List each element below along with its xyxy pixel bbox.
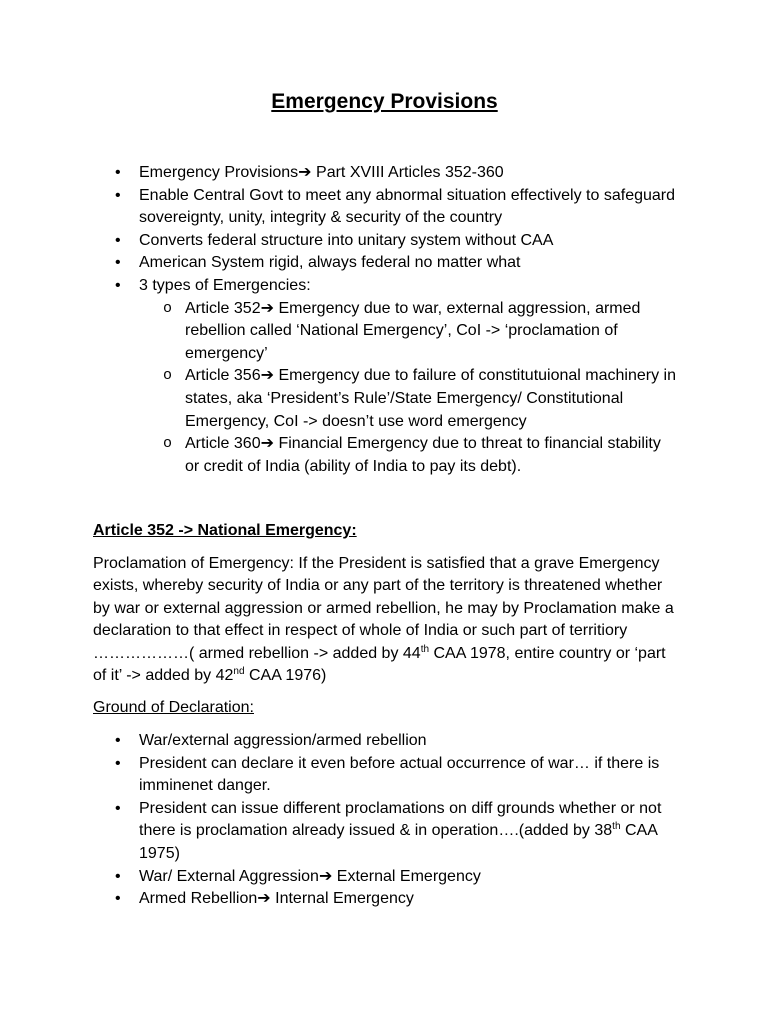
list-item-text: Part XVIII Articles 352-360 [311, 164, 504, 181]
list-item-text: President can declare it even before actual occurrence of war… if there is imminenet danger. [139, 754, 660, 795]
list-item-text: Converts federal structure into unitary system without CAA [139, 231, 554, 249]
superscript: nd [233, 665, 245, 677]
sub-item-text: Emergency due to failure of constitutuional machinery in states, aka ‘President’s Rule’/State Emergency/ Constitutional Emergency, CoI -> doesn’t use word emergency [185, 367, 676, 430]
bullet-icon: • [115, 754, 121, 772]
list-item [115, 753, 676, 798]
grounds-heading: Ground of Declaration: [93, 699, 254, 717]
list-item [115, 798, 676, 866]
sub-bullet-icon: o [163, 435, 173, 453]
list-item-text: Armed Rebellion [139, 890, 258, 908]
sub-bullet-icon: o [163, 367, 173, 385]
arrow-icon: ➔ [260, 367, 274, 385]
page-title: Emergency Provisions [271, 90, 498, 113]
superscript: th [612, 821, 621, 833]
list-item [115, 162, 676, 185]
paragraph-text: CAA 1976) [244, 666, 327, 684]
sub-item-text: Article 360 [185, 435, 261, 453]
paragraph-text: Proclamation of Emergency: If the President is satisfied that a grave Emergency exists, whereby security of India or any part of the territory is threatened whether by war or external aggression or armed rebellion, he may by Proclamation make a declaration to that effect in respect of whole of India or such part of territiory ………………( armed rebellion -> added by 44 [93, 554, 674, 662]
list-item [115, 866, 676, 889]
list-item [115, 730, 676, 753]
intro-bullet-list [93, 162, 676, 478]
list-item-text: American System rigid, always federal no matter what [139, 254, 521, 272]
sub-bullet-icon: o [163, 299, 173, 317]
bullet-icon: • [115, 186, 121, 204]
arrow-icon: ➔ [257, 890, 271, 908]
bullet-icon: • [115, 867, 121, 885]
arrow-icon: ➔ [298, 164, 312, 181]
bullet-icon: • [115, 799, 121, 817]
list-item-text: 3 types of Emergencies: [139, 276, 311, 294]
arrow-icon: ➔ [260, 435, 274, 453]
list-item [115, 230, 676, 253]
list-item-text: Enable Central Govt to meet any abnormal situation effectively to safeguard sovereignty, unity, integrity & security of the country [139, 186, 676, 227]
sub-item-text: Financial Emergency due to threat to financial stability or credit of India (ability of India to pay its debt). [185, 435, 661, 475]
arrow-icon: ➔ [318, 867, 333, 885]
bullet-icon: • [115, 231, 121, 249]
list-item [115, 185, 676, 230]
list-item-text: Internal Emergency [270, 890, 414, 908]
superscript: th [420, 643, 430, 655]
bullet-icon: • [115, 890, 121, 908]
proclamation-paragraph [93, 553, 676, 687]
section-heading: Article 352 -> National Emergency: [93, 522, 357, 540]
sub-item-text: Article 352 [185, 299, 261, 317]
list-item [115, 275, 676, 478]
sub-item-text: Article 356 [185, 367, 261, 385]
list-item-text: Emergency Provisions [139, 164, 299, 181]
emergency-types-list [139, 298, 676, 479]
list-item-text: President can issue different proclamations on diff grounds whether or not there is proclamation already issued & in operation….(added by 38 [139, 799, 662, 840]
sub-list-item [163, 365, 676, 433]
sub-list-item [163, 433, 676, 478]
bullet-icon: • [115, 731, 121, 749]
grounds-bullet-list [93, 730, 676, 911]
arrow-icon: ➔ [260, 299, 274, 317]
sub-item-text: Emergency due to war, external aggression, armed rebellion called ‘National Emergency’, CoI -> ‘proclamation of emergency’ [185, 299, 641, 362]
list-item-text: CAA 1975) [139, 822, 657, 862]
list-item-text: War/external aggression/armed rebellion [139, 731, 427, 749]
sub-list-item [163, 298, 676, 366]
paragraph-text: CAA 1978, entire country or ‘part of it’ -> added by 42 [93, 644, 666, 684]
bullet-icon: • [115, 164, 121, 181]
list-item [115, 252, 676, 275]
bullet-icon: • [115, 276, 121, 294]
list-item-text: External Emergency [332, 867, 481, 885]
list-item-text: War/ External Aggression [139, 867, 319, 885]
bullet-icon: • [115, 254, 121, 272]
list-item [115, 888, 676, 911]
